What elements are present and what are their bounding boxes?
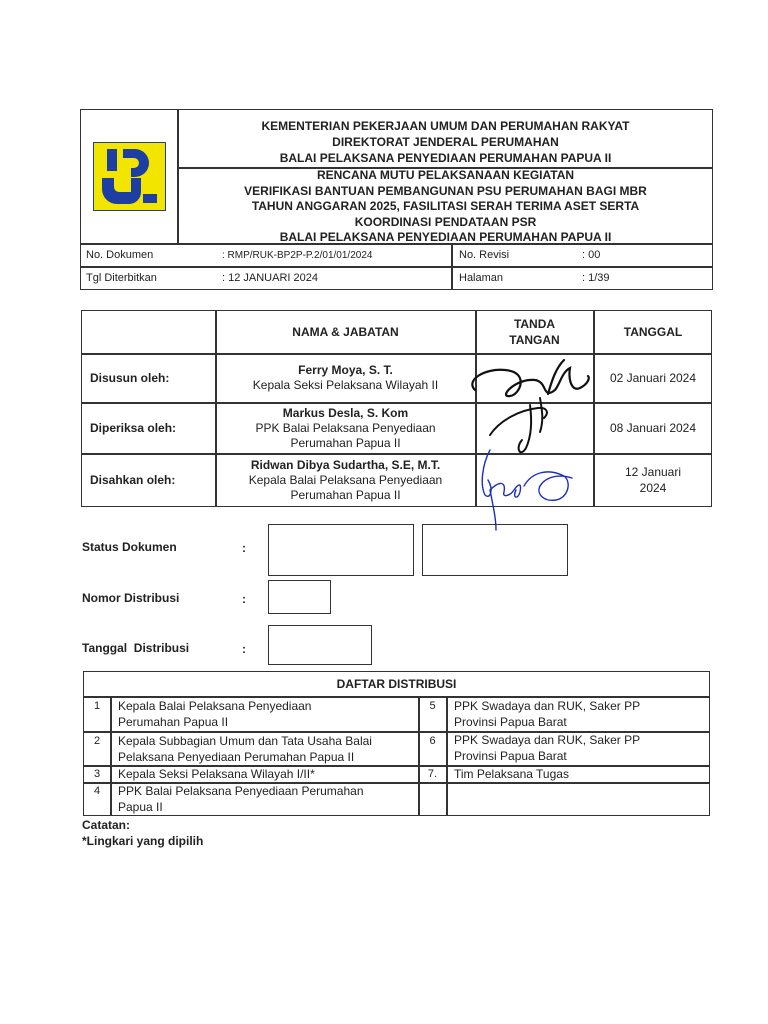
tgl-diterbitkan-value: : 12 JANUARI 2024 [222,272,318,284]
org-name [178,118,713,166]
title-line-4: KOORDINASI PENDATAAN PSR [354,214,537,229]
approver-title: Kepala Balai Pelaksana Penyediaan [248,472,443,487]
approver-title: Perumahan Papua II [290,435,401,450]
approver-name: Markus Desla, S. Kom [282,405,409,420]
col-tanggal: TANGGAL [623,325,683,339]
nomor-distribusi-label: Nomor Distribusi [82,591,180,605]
title-line-1: RENCANA MUTU PELAKSANAAN KEGIATAN [316,168,575,182]
status-field-1[interactable] [268,524,414,576]
no-revisi-value: : 00 [582,249,601,261]
approver-title: Kepala Seksi Pelaksana Wilayah II [252,378,439,392]
org-line-2: DIREKTORAT JENDERAL PERUMAHAN [332,135,559,149]
dist-no-7: 7. [427,768,438,780]
no-dokumen-label: No. Dokumen [86,249,154,261]
tanggal-distribusi-field[interactable] [268,625,372,665]
col-nama-jabatan: NAMA & JABATAN [292,325,399,339]
dist-item-4: PPK Balai Pelaksana Penyediaan Perumahan Papua II [118,784,364,814]
catatan-label: Catatan: [82,818,131,832]
signatures [460,350,600,535]
daftar-distribusi-title: DAFTAR DISTRIBUSI [336,677,457,691]
tanggal-colon: : [242,642,246,656]
approver-3 [216,454,475,506]
role-disahkan: Disahkan oleh: [90,473,176,487]
status-field-2[interactable] [422,524,568,576]
tgl-diterbitkan-label: Tgl Diterbitkan [86,272,157,284]
halaman-label: Halaman [459,272,504,284]
approver-title: PPK Balai Pelaksana Penyediaan [255,420,436,435]
dist-no-1: 1 [93,700,101,712]
col-tangan: TANGAN [509,333,560,347]
dist-item-2: Kepala Subbagian Umum dan Tata Usaha Balai Pelaksana Penyediaan Perumahan Papua II [118,734,372,764]
doc-title [178,168,713,246]
nomor-colon: : [242,592,246,606]
signature-1 [472,360,588,396]
status-dokumen-label: Status Dokumen [82,540,177,554]
no-revisi-label: No. Revisi [459,249,510,261]
approver-name: Ridwan Dibya Sudartha, S.E, M.T. [250,457,441,472]
pu-logo [93,142,166,211]
dist-no-4: 4 [93,785,101,797]
approval-date-3-line2: 2024 [639,481,667,495]
lingkari-note: *Lingkari yang dipilih [82,834,204,848]
status-colon: : [242,541,246,555]
dist-item-6: PPK Swadaya dan RUK, Saker PP Provinsi Papua Barat [454,733,641,763]
approval-date-1: 02 Januari 2024 [609,371,697,385]
title-line-2: VERIFIKASI BANTUAN PEMBANGUNAN PSU PERUMAHAN BAGI MBR [244,183,647,198]
dist-item-7: Tim Pelaksana Tugas [454,767,569,781]
dist-no-2: 2 [93,735,101,747]
title-line-3: TAHUN ANGGARAN 2025, FASILITASI SERAH TERIMA ASET SERTA [251,199,640,213]
no-dokumen-value: : RMP/RUK-BP2P-P.2/01/01/2024 [222,250,373,261]
approval-date-2: 08 Januari 2024 [609,421,697,435]
signature-3 [482,450,572,530]
dist-item-3: Kepala Seksi Pelaksana Wilayah I/II* [118,767,315,781]
tanggal-distribusi-label: Tanggal Distribusi [82,641,190,655]
col-tanda: TANDA [513,317,556,331]
col-tanda-tangan [476,311,593,353]
role-disusun: Disusun oleh: [90,371,170,385]
dist-item-5: PPK Swadaya dan RUK, Saker PP Provinsi Papua Barat [454,699,641,729]
org-line-3: BALAI PELAKSANA PENYEDIAAN PERUMAHAN PAPUA II [279,151,612,165]
dist-no-3: 3 [93,768,101,780]
dist-no-6: 6 [429,735,436,747]
dist-item-1: Kepala Balai Pelaksana Penyediaan Perumahan Papua II [118,699,312,729]
halaman-value: : 1/39 [582,272,610,284]
approval-date-3 [594,454,712,506]
role-diperiksa: Diperiksa oleh: [90,421,177,435]
approver-name: Ferry Moya, S. T. [298,363,393,377]
approver-2 [216,403,475,453]
org-line-1: KEMENTERIAN PEKERJAAN UMUM DAN PERUMAHAN RAKYAT [261,119,630,133]
dist-no-5: 5 [429,700,436,712]
title-line-5: BALAI PELAKSANA PENYEDIAAN PERUMAHAN PAPUA II [279,230,612,244]
nomor-distribusi-field[interactable] [268,580,331,614]
approval-date-3-line1: 12 Januari [624,465,682,479]
approver-title: Perumahan Papua II [290,487,401,502]
approver-1 [216,354,475,402]
signature-2 [490,398,547,452]
